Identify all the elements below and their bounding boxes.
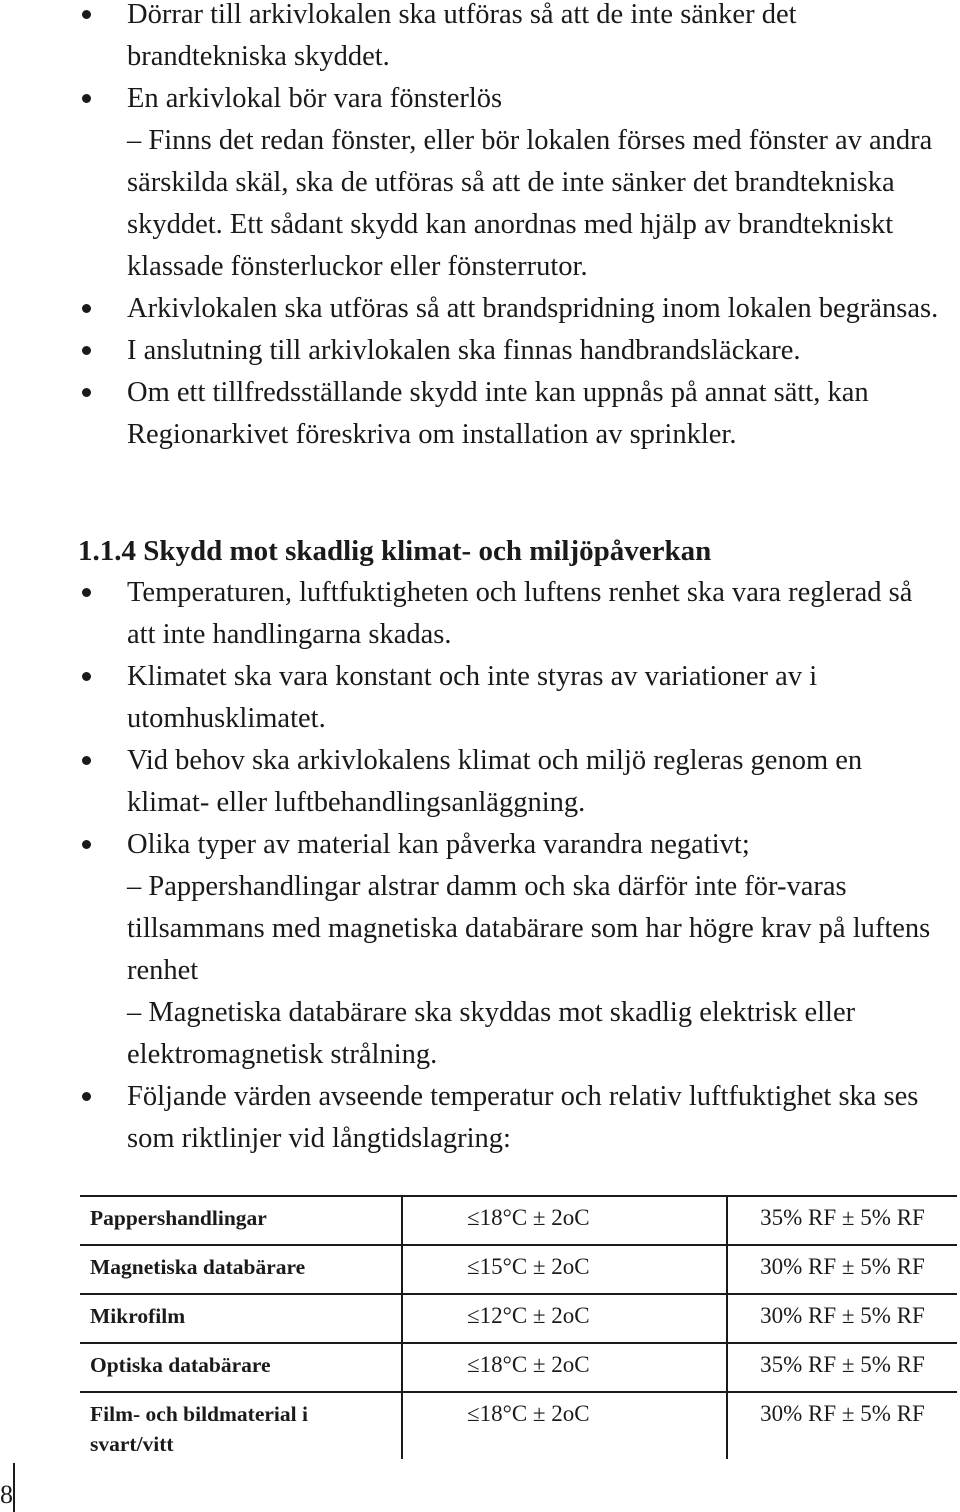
bullet-item: [0, 1076, 960, 1160]
bullet-text: Om ett tillfredsställande skydd inte kan uppnås på annat sätt, kan Regionarkivet föreskriva om installation av sprinkler.: [127, 377, 869, 450]
material-cell: Magnetiska databärare: [90, 1255, 306, 1279]
bullet-text: Temperaturen, luftfuktigheten och luftens renhet ska vara reglerad så att inte handlingarna skadas.: [127, 577, 913, 650]
temperature-cell: ≤18°C ± 2oC: [402, 1343, 727, 1392]
table-row: [80, 1343, 957, 1392]
temperature-cell: ≤12°C ± 2oC: [402, 1294, 727, 1343]
temperature-cell: ≤18°C ± 2oC: [402, 1196, 727, 1245]
material-cell: Film- och bildmaterial i svart/vitt: [90, 1402, 308, 1456]
climate-bullet-list: [0, 572, 960, 1160]
bullet-text: Vid behov ska arkivlokalens klimat och miljö regleras genom en klimat- eller luftbehandlingsanläggning.: [127, 745, 863, 818]
bullet-item: [0, 572, 960, 656]
bullet-text: Klimatet ska vara konstant och inte styras av variationer av i utomhusklimatet.: [127, 661, 818, 734]
bullet-item: [0, 656, 960, 740]
section-heading: 1.1.4 Skydd mot skadlig klimat- och miljöpåverkan: [78, 535, 712, 567]
bullet-item: [0, 288, 960, 330]
bullet-subtext: – Pappershandlingar alstrar damm och ska därför inte för-varas tillsammans med magnetiska databärare som har högre krav på luftens renhet: [127, 871, 931, 986]
bullet-text: I anslutning till arkivlokalen ska finnas handbrandsläckare.: [127, 335, 801, 366]
bullet-text: Arkivlokalen ska utföras så att brandspridning inom lokalen begränsas.: [127, 293, 939, 324]
storage-values-table: [80, 1195, 957, 1459]
bullet-item: [0, 330, 960, 372]
temperature-cell: ≤18°C ± 2oC: [402, 1392, 727, 1459]
bullet-text: Dörrar till arkivlokalen ska utföras så att de inte sänker det brandtekniska skyddet.: [127, 0, 797, 72]
bullet-text: Följande värden avseende temperatur och relativ luftfuktighet ska ses som riktlinjer vid långtidslagring:: [127, 1081, 919, 1154]
material-cell: Optiska databärare: [90, 1353, 271, 1377]
page-number: 8: [0, 1480, 13, 1509]
material-cell: Mikrofilm: [90, 1304, 186, 1328]
bullet-subtext: – Magnetiska databärare ska skyddas mot skadlig elektrisk eller elektromagnetisk strålning.: [127, 997, 856, 1070]
bullet-text: En arkivlokal bör vara fönsterlös: [127, 83, 503, 114]
page-margin-rule: [13, 1463, 15, 1512]
table-row: [80, 1294, 957, 1343]
bullet-subtext: – Finns det redan fönster, eller bör lokalen förses med fönster av andra särskilda skäl, ska de utföras så att de inte sänker det brandtekniska skyddet. Ett sådant skydd kan anordnas med hjälp av brandtekniskt klassade fönsterluckor eller fönsterrutor.: [127, 125, 933, 282]
temperature-cell: ≤15°C ± 2oC: [402, 1245, 727, 1294]
bullet-item: [0, 0, 960, 78]
bullet-item: [0, 78, 960, 288]
bullet-text: Olika typer av material kan påverka varandra negativt;: [127, 829, 750, 860]
table-row: [80, 1196, 957, 1245]
bullet-item: [0, 372, 960, 456]
humidity-cell: 30% RF ± 5% RF: [727, 1245, 957, 1294]
humidity-cell: 30% RF ± 5% RF: [727, 1294, 957, 1343]
bullet-item: [0, 824, 960, 1076]
humidity-cell: 30% RF ± 5% RF: [727, 1392, 957, 1459]
bullet-item: [0, 740, 960, 824]
material-cell: Pappershandlingar: [90, 1206, 267, 1230]
table-row: [80, 1392, 957, 1459]
humidity-cell: 35% RF ± 5% RF: [727, 1196, 957, 1245]
humidity-cell: 35% RF ± 5% RF: [727, 1343, 957, 1392]
table-row: [80, 1245, 957, 1294]
fire-safety-bullet-list: [0, 0, 960, 456]
